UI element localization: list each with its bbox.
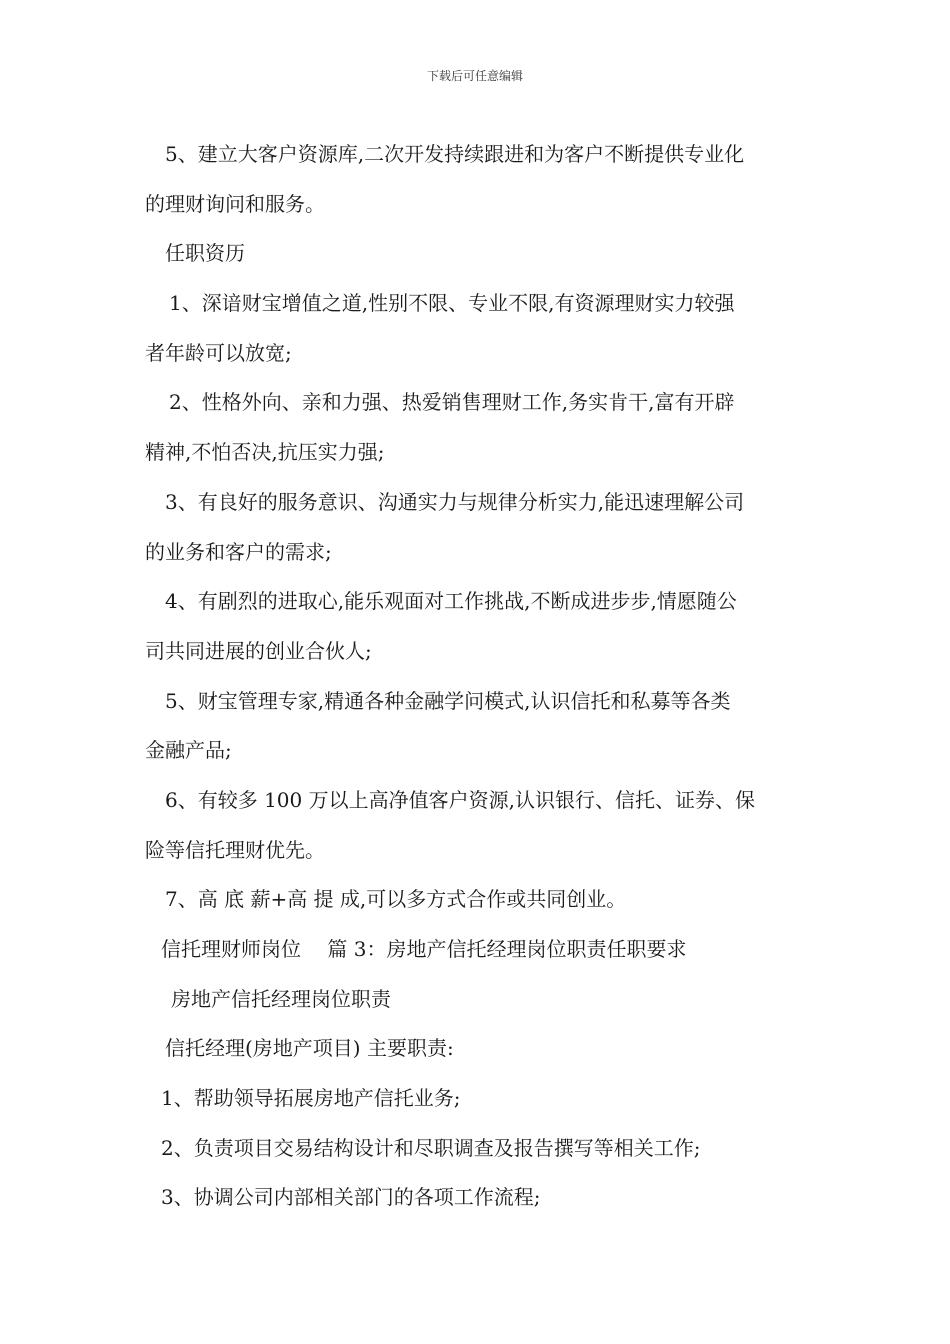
paragraph-line: 3、有良好的服务意识、沟通实力与规律分析实力,能迅速理解公司 (165, 489, 745, 514)
section-title: 信托理财师岗位 篇 3：房地产信托经理岗位职责任职要求 (161, 937, 687, 961)
paragraph-line: 2、负责项目交易结构设计和尽职调查及报告撰写等相关工作; (161, 1135, 701, 1160)
paragraph-line: 金融产品; (145, 738, 232, 763)
paragraph-line: 5、建立大客户资源库,二次开发持续跟进和为客户不断提供专业化 (165, 142, 745, 166)
page-header: 下载后可任意编辑 (426, 69, 523, 83)
paragraph-line: 4、有剧烈的进取心,能乐观面对工作挑战,不断成进步步,情愿随公 (165, 589, 737, 614)
paragraph-line: 7、高 底 薪+高 提 成,可以多方式合作或共同创业。 (165, 887, 627, 912)
paragraph-line: 6、有较多 100 万以上高净值客户资源,认识银行、信托、证券、保 (165, 787, 755, 812)
paragraph-line: 的业务和客户的需求; (145, 539, 332, 564)
section-heading: 信托经理(房地产项目) 主要职责: (165, 1036, 454, 1061)
paragraph-line: 3、协调公司内部相关部门的各项工作流程; (161, 1185, 541, 1210)
paragraph-line: 1、深谙财宝增值之道,性别不限、专业不限,有资源理财实力较强 (169, 291, 735, 316)
paragraph-line: 者年龄可以放宽; (145, 340, 292, 365)
section-heading: 任职资历 (165, 241, 245, 266)
paragraph-line: 5、财宝管理专家,精通各种金融学问模式,认识信托和私募等各类 (165, 688, 731, 713)
document-body (145, 130, 815, 1223)
paragraph-line: 精神,不怕否决,抗压实力强; (145, 440, 385, 465)
paragraph-line: 司共同进展的创业合伙人; (145, 638, 372, 663)
paragraph-line: 险等信托理财优先。 (145, 837, 325, 862)
section-heading: 房地产信托经理岗位职责 (171, 986, 391, 1011)
paragraph-line: 2、性格外向、亲和力强、热爱销售理财工作,务实肯干,富有开辟 (169, 390, 735, 415)
paragraph-line: 的理财询问和服务。 (145, 191, 325, 216)
paragraph-line: 1、帮助领导拓展房地产信托业务; (161, 1086, 461, 1111)
